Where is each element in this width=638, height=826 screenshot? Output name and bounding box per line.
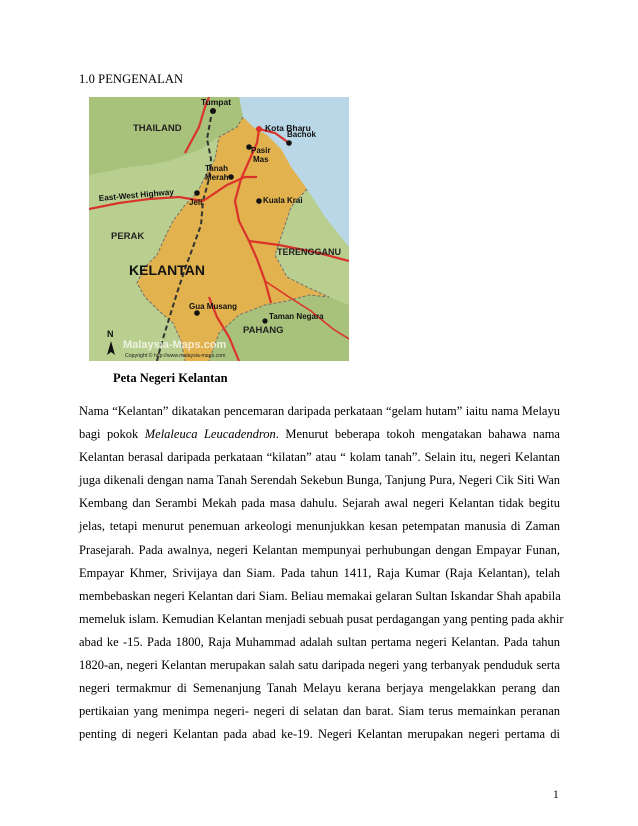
body-line: Kembang dan Serambi Mekah pada masa dahulu. Sejarah awal negeri Kelantan tidak begitu	[79, 496, 560, 511]
body-line: jelas, tetapi menurut penemuan arkeologi menunjukkan kesan petempatan manusia di Zaman	[79, 519, 560, 534]
body-line: juga dikenali dengan nama Tanah Serendah Sekebun Bunga, Tanjung Pura, Negeri Cik Siti Wan	[79, 473, 560, 488]
body-line: membebaskan negeri Kelantan dari Siam. Beliau memakai gelaran Sultan Iskandar Shah apabila	[79, 588, 561, 603]
label-thailand: THAILAND	[133, 123, 182, 134]
copyright-text: Copyright © http://www.malaysia-maps.com	[125, 353, 226, 359]
body-line: memeluk islam. Kemudian Kelantan menjadi sebuah pusat perdagangan yang penting pada akhir	[79, 611, 564, 626]
body-line: Empayar Khmer, Srivijaya dan Siam. Pada tahun 1411, Raja Kumar (Raja Kelantan), telah	[79, 565, 560, 580]
label-kelantan: KELANTAN	[129, 262, 205, 278]
town-kota-bharu	[256, 126, 262, 132]
label-bachok: Bachok	[287, 130, 316, 139]
label-terengganu: TERENGGANU	[277, 247, 342, 257]
body-line: bagi pokok Melaleuca Leucadendron. Menurut beberapa tokoh mengatakan bahawa nama	[79, 427, 560, 442]
body-line: penting di negeri Kelantan pada abad ke-19. Negeri Kelantan merupakan negeri pertama di	[79, 727, 560, 742]
label-kota-bharu: Kota Bharu	[265, 123, 311, 133]
label-pasir-mas: Pasir Mas	[251, 146, 271, 164]
label-taman-negara: Taman Negara	[269, 312, 324, 321]
body-line: negeri termakmur di Semenanjung Tanah Melayu kerana berjaya mengelakkan perang dan	[79, 681, 560, 696]
label-east-west-highway: East-West Highway	[98, 187, 175, 203]
map-caption: Peta Negeri Kelantan	[113, 371, 228, 385]
body-line: abad ke -15. Pada 1800, Raja Muhammad adalah sultan pertama negeri Kelantan. Pada tahun	[79, 634, 560, 649]
north-label: N	[107, 329, 114, 339]
section-heading: 1.0 PENGENALAN	[79, 72, 184, 86]
body-line: Nama “Kelantan” dikatakan pencemaran daripada perkataan “gelam hutam” iaitu nama Melayu	[79, 404, 560, 418]
body-paragraph	[79, 400, 564, 746]
page-number: 1	[553, 789, 559, 801]
town-bachok	[286, 140, 292, 146]
label-tumpat: Tumpat	[201, 97, 232, 107]
label-kuala-krai: Kuala Krai	[263, 196, 303, 205]
label-tanah-merah: Tanah Merah	[205, 164, 229, 182]
town-kuala-krai	[256, 198, 262, 204]
town-jeli	[194, 190, 200, 196]
town-tumpat	[210, 108, 216, 114]
map-of-kelantan	[89, 97, 349, 361]
town-taman-negara	[262, 318, 267, 323]
body-line: 1820-an, negeri Kelantan merupakan salah satu daripada negeri yang terbanyak penduduk serta	[79, 658, 560, 673]
label-gua-musang: Gua Musang	[189, 302, 238, 311]
body-line: Kelantan berasal daripada perkataan “kilatan” atau “ kolam tanah”. Selain itu, negeri Kelantan	[79, 450, 560, 465]
label-perak: PERAK	[111, 231, 145, 242]
label-jeli: Jeli	[189, 198, 203, 207]
body-line: pertikaian yang menimpa negeri- negeri di selatan dan barat. Siam terus memainkan peranan	[79, 704, 560, 719]
town-gua-musang	[194, 310, 200, 316]
label-pahang: PAHANG	[243, 325, 284, 336]
watermark: Malaysia-Maps.com	[123, 339, 227, 351]
body-line: Prasejarah. Pada awalnya, negeri Kelantan mempunyai perhubungan dengan Empayar Funan,	[79, 542, 560, 557]
town-tanah-merah	[228, 174, 234, 180]
